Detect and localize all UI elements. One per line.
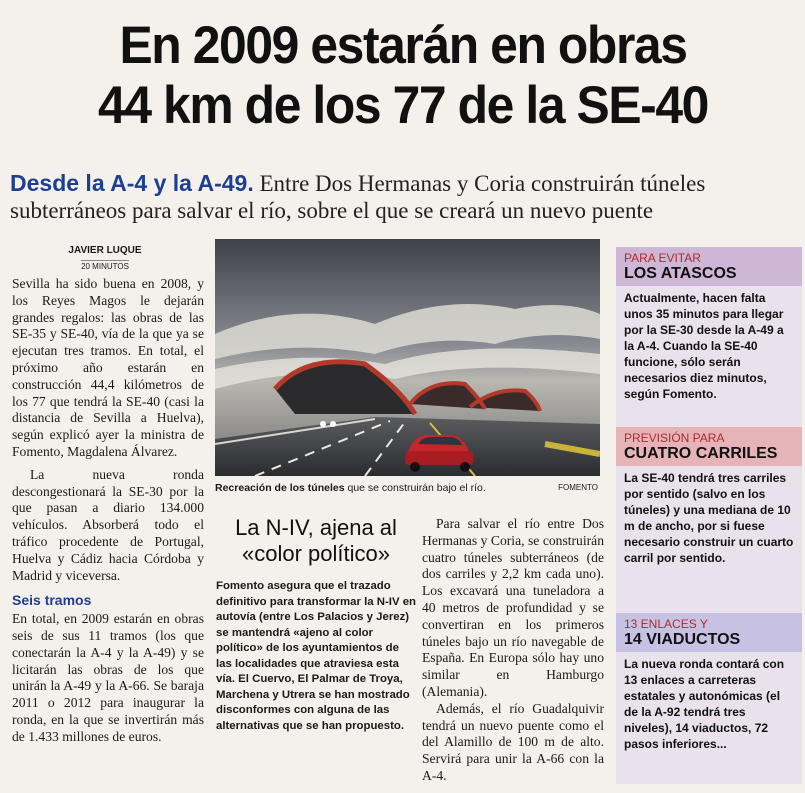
subheadline <box>10 170 800 224</box>
article-column-3 <box>422 516 604 785</box>
article-column-1 <box>12 276 204 746</box>
sidebar-heading-small: PARA EVITAR <box>624 251 701 265</box>
sidebar-section-heading <box>616 247 802 286</box>
box-title: La N-IV, ajena al «color político» <box>235 515 397 566</box>
sidebar-heading-big: 14 VIADUCTOS <box>624 631 741 648</box>
headline-line-2: 44 km de los 77 de la SE-40 <box>98 76 708 135</box>
sidebar-section-heading <box>616 427 802 466</box>
sidebar-section-atascos <box>616 247 802 406</box>
sidebar-heading-small: PREVISIÓN PARA <box>624 431 725 445</box>
paragraph: Sevilla ha sido buena en 2008, y los Reyes Magos le dejarán grandes regalos: las obras de las SE-35 y SE-40, vía de la que ya se ejecutan tres tramos. En total, el próximo año estarán en construcción 44,4 kilómetros de los 77 que tendrá la SE-40 (casi la distancia de Sevilla a Huelva), según explicó ayer la ministra de Fomento, Magdalena Álvarez. <box>12 276 204 459</box>
sidebar-section-body: La nueva ronda contará con 13 enlaces a carreteras estatales y autonómicas (el de la A-92 tendrá tres niveles), 14 viaductos, 72 pasos inferiores... <box>624 657 785 751</box>
byline <box>10 245 200 274</box>
paragraph: Además, el río Guadalquivir tendrá un nuevo puente como el del Alamillo de 100 m de alto. Servirá para unir la A-66 con la A-4. <box>422 700 604 783</box>
sidebar-heading-big: CUATRO CARRILES <box>624 445 778 462</box>
paragraph: En total, en 2009 estarán en obras seis de sus 11 tramos (los que conectarán la A-4 y la A-49) y se licitarán las obras de los que unirán la A-49 y la A-66. Se baraja 2011 o 2012 para inaugurar la ronda, en la que se invertirán más de 1.433 millones de euros. <box>12 611 204 744</box>
photo-caption <box>215 482 600 494</box>
sidebar-heading-big: LOS ATASCOS <box>624 265 737 282</box>
byline-publication: 20 MINUTOS <box>81 262 129 271</box>
subheadline-text: Entre Dos Hermanas y Coria construirán túneles subterráneos para salvar el río, sobre el que se creará un nuevo puente <box>10 171 706 223</box>
sidebar-section-carriles <box>616 427 802 570</box>
headline <box>32 16 775 136</box>
subheadline-lead: Desde la A-4 y la A-49. <box>10 170 254 196</box>
tunnel-rendering-photo <box>215 239 600 476</box>
sidebar-facts <box>616 247 802 784</box>
sidebar-section-body: La SE-40 tendrá tres carriles por sentido (salvo en los túneles) y una mediana de 10 m de ancho, por si fuese necesario construir un cuarto carril por sentido. <box>624 471 794 565</box>
section-subtitle: Seis tramos <box>12 592 92 609</box>
tunnel-illustration <box>215 239 600 476</box>
sidebar-section-viaductos <box>616 613 802 756</box>
paragraph: Para salvar el río entre Dos Hermanas y Coria, se construirán cuatro túneles subterráneos (de dos carriles y 2,2 km cada uno). Los excavará una tuneladora a 40 metros de profundidad y se convertiran en los primeros túneles bajo un río navegable de España. En Europa sólo hay uno similar en Hamburgo (Alemania). <box>422 516 604 699</box>
caption-bold: Recreación de los túneles <box>215 482 345 494</box>
box-text: Fomento asegura que el trazado definitivo para transformar la N-IV en autovía (entre Los Palacios y Jerez) se mantendrá «ajeno al color político» de los ayuntamientos de las localidades que atraviesa esta vía. El Cuervo, El Palmar de Troya, Marchena y Utrera se han mostrado disconformes con alguna de las alternativas que se han propuesto. <box>216 580 417 732</box>
byline-author: JAVIER LUQUE <box>68 245 142 256</box>
paragraph: La nueva ronda descongestionará la SE-30 por la que pasan a diario 134.000 vehículos. Absorberá todo el tráfico procedente de Portugal, Huelva y Cádiz hacia Córdoba y Madrid y viceversa. <box>12 466 204 583</box>
photo-credit: FOMENTO <box>558 483 598 492</box>
sidebar-heading-small: 13 ENLACES Y <box>624 617 708 631</box>
caption-text: que se construirán bajo el río. <box>344 482 486 494</box>
headline-line-1: En 2009 estarán en obras <box>119 16 687 75</box>
sidebar-section-body: Actualmente, hacen falta unos 35 minutos para llegar por la SE-30 desde la A-49 a la A-4. Cuando la SE-40 funcione, sólo serán necesarios diez minutos, según Fomento. <box>624 291 784 401</box>
sidebar-section-heading <box>616 613 802 652</box>
